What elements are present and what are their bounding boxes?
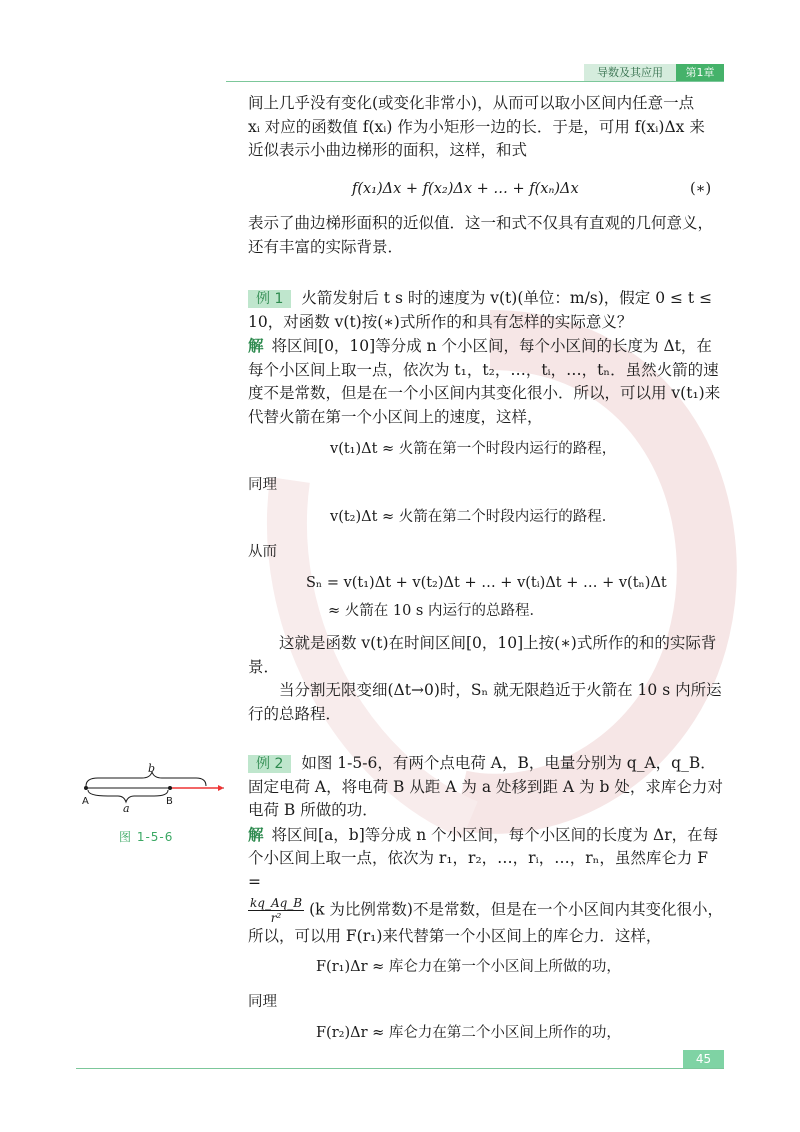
example-1-hence: 从而 <box>248 544 277 560</box>
fraction-numerator: kq_Aq_B <box>250 896 303 910</box>
header-rule <box>226 81 724 82</box>
example-1-question <box>248 287 724 334</box>
intro-line-3: 近似表示小曲边梯形的面积，这样，和式 <box>248 141 528 159</box>
example-2-solution-line-b <box>248 896 724 925</box>
example-2-solution-text-b: (k 为比例常数)不是常数，但是在一个小区间内其变化很小， <box>309 900 723 919</box>
sum-formula: f(x₁)Δx + f(x₂)Δx + … + f(xₙ)Δx <box>352 181 579 197</box>
footer-rule <box>76 1068 724 1069</box>
example-1-solution <box>248 334 724 429</box>
figure-label-a: a <box>123 802 130 815</box>
example-2-tag: 例 2 <box>248 755 291 773</box>
example-1-question-text: 火箭发射后 t s 时的速度为 v(t)(单位：m/s)，假定 0 ≤ t ≤ 10，对函数 v(t)按(∗)式所作的和具有怎样的实际意义？ <box>248 289 713 331</box>
fraction-denominator: r² <box>270 911 282 925</box>
intro-line-2: xᵢ 对应的函数值 f(xᵢ) 作为小矩形一边的长．于是，可用 f(xᵢ)Δx 来 <box>248 117 705 136</box>
header-chapter-number: 第1章 <box>676 64 724 81</box>
running-header <box>584 64 724 81</box>
example-1-background: 这就是函数 v(t)在时间区间[0，10]上按(∗)式所作的和的实际背景． <box>248 634 717 676</box>
example-1 <box>248 287 724 429</box>
example-2-question-text: 如图 1-5-6，有两个点电荷 A，B，电量分别为 q_A，q_B．固定电荷 A，将电荷 B 从距 A 为 a 处移到距 A 为 b 处，求库仑力对电荷 B 所做的功． <box>248 754 723 819</box>
page-number: 45 <box>683 1050 724 1068</box>
intro-paragraph <box>248 92 724 163</box>
example-2-solution <box>248 823 724 895</box>
intro-line-1: 间上几乎没有变化(或变化非常小)，从而可以取小区间内任意一点 <box>248 94 695 112</box>
example-1-conclusion <box>248 632 724 726</box>
example-2 <box>248 752 724 949</box>
example-1-eq-3b: ≈ 火箭在 10 s 内运行的总路程． <box>328 603 544 619</box>
formula-tag: (∗) <box>690 181 712 197</box>
example-1-solution-text: 将区间[0，10]等分成 n 个小区间，每个小区间的长度为 Δt，在每个小区间上取一点，依次为 t₁，t₂，…，tᵢ，…，tₙ．虽然火箭的速度不是常数，但是在一个小区间内其变化很小．所以，可以用 v(t₁)来代替火箭在第一个小区间上的速度，这样， <box>248 337 721 426</box>
example-1-tag: 例 1 <box>248 290 291 308</box>
example-2-eq-2: F(r₂)Δr ≈ 库仑力在第二个小区间上所作的功， <box>316 1025 621 1041</box>
intro-after <box>248 212 724 259</box>
figure-label-A: A <box>82 796 89 807</box>
example-2-eq-1: F(r₁)Δr ≈ 库仑力在第一个小区间上所做的功， <box>316 959 621 975</box>
example-2-question <box>248 752 724 823</box>
example-2-solution-label: 解 <box>248 824 264 844</box>
intro-after-line-1: 表示了曲边梯形面积的近似值．这一和式不仅具有直观的几何意义， <box>248 214 714 232</box>
intro-after-line-2: 还有丰富的实际背景． <box>248 237 404 256</box>
example-1-eq-3a: Sₙ = v(t₁)Δt + v(t₂)Δt + … + v(tᵢ)Δt + … + v(tₙ)Δt <box>306 575 667 591</box>
figure-caption: 图 1-5-6 <box>119 830 174 844</box>
example-2-solution-text-c: 所以，可以用 F(r₁)来代替第一个小区间上的库仑力．这样， <box>248 927 662 945</box>
example-1-same-1: 同理 <box>248 477 277 493</box>
example-2-same-1: 同理 <box>248 994 277 1010</box>
header-chapter-title: 导数及其应用 <box>584 64 676 81</box>
example-1-limit: 当分割无限变细(Δt→0)时，Sₙ 就无限趋近于火箭在 10 s 内所运行的总路程． <box>248 681 722 723</box>
example-2-solution-text-a: 将区间[a，b]等分成 n 个小区间，每个小区间的长度为 Δr，在每个小区间上取一点，依次为 r₁，r₂，…，rᵢ，…，rₙ，虽然库仑力 F = <box>248 825 719 891</box>
figure-label-b: b <box>148 762 156 775</box>
example-1-solution-label: 解 <box>248 336 264 355</box>
example-1-eq-1: v(t₁)Δt ≈ 火箭在第一个时段内运行的路程， <box>330 441 617 457</box>
example-1-eq-2: v(t₂)Δt ≈ 火箭在第二个时段内运行的路程． <box>330 509 617 525</box>
figure-label-B: B <box>166 796 173 807</box>
coulomb-fraction <box>248 896 304 925</box>
